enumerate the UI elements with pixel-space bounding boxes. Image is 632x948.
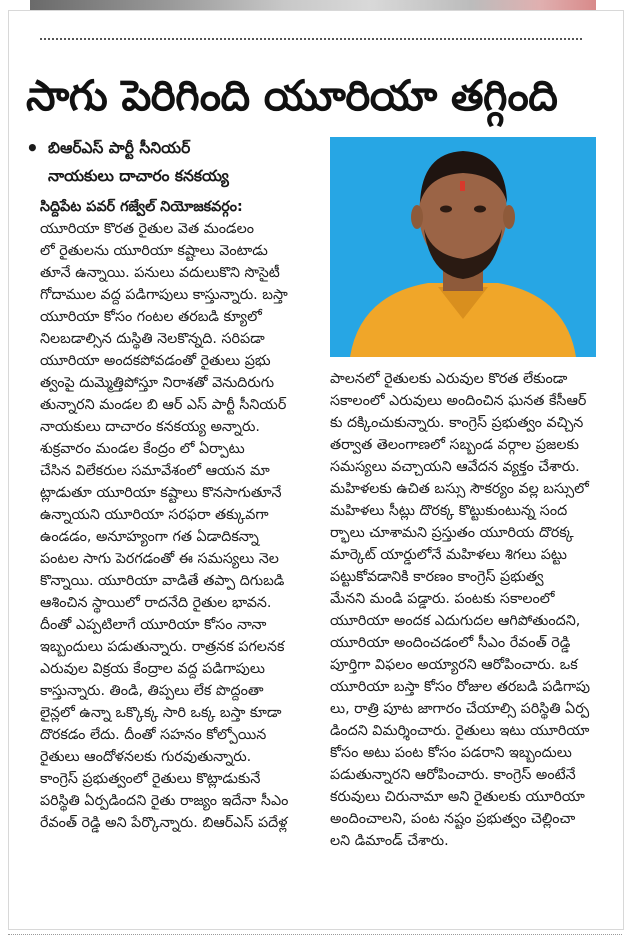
article-text-line: యూరియా కొరత రైతుల వెత మండలం bbox=[40, 221, 254, 237]
article-text-line: తున్నారని మండల బి ఆర్ ఎస్ పార్టీ సీనియర్ bbox=[40, 397, 287, 413]
article-text-line: చేసిన విలేకరుల సమావేశంలో ఆయన మా bbox=[40, 463, 270, 479]
article-text-line: ఇబ్బందులు పడుతున్నారు. రాత్రనక పగలనక bbox=[40, 639, 285, 655]
article-text-line: లని డిమాండ్ చేశారు. bbox=[330, 833, 449, 849]
highlight-line: నాయకులు దాచారం కనకయ్య bbox=[48, 167, 229, 185]
highlight-line: బిఆర్ఎస్ పార్టీ సీనియర్ bbox=[48, 139, 191, 157]
article-text-line: ఉన్నాయని యూరియా సరఫరా తక్కువగా bbox=[40, 507, 269, 523]
article-headline: సాగు పెరిగింది యూరియా తగ్గింది bbox=[26, 71, 558, 120]
article-text-line: కొన్నాయి. యూరియా వాడితే తప్పా దిగుబడి bbox=[40, 573, 285, 589]
article-text-line: మహిళలకు ఉచిత బస్సు సౌకర్యం వల్ల బస్సులో bbox=[330, 481, 589, 497]
article-text-line: డిందని విమర్శించారు. రైతులు ఇటు యూరియా bbox=[330, 723, 590, 739]
article-text-line: ఆశించిన స్థాయిలో రాదనేది రైతుల భావన. bbox=[40, 595, 272, 611]
article-text-line: లు, రాత్రి పూట జాగారం చేయాల్సి పరిస్థితి ఏర్ప bbox=[330, 701, 590, 717]
article-text-line: లైన్లలో ఉన్నా ఒక్కొక్క సారి ఒక్క బస్తా కూడా bbox=[40, 705, 282, 721]
page-frame bbox=[8, 10, 624, 930]
article-text-line: ర్భాలు చూశామని ప్రస్తుతం యూరియ దొరక్క bbox=[330, 525, 574, 541]
article-text-line: మేనని మండి పడ్డారు. పంటకు సకాలంలో bbox=[330, 591, 555, 607]
article-text-line: నిలబడాల్సిన దుస్థితి నెలకొన్నది. సరిపడా bbox=[40, 331, 265, 347]
article-text-line: కరువులు చిరునామా అని రైతులకు యూరియా bbox=[330, 789, 585, 805]
article-text-line: రేవంత్ రెడ్డి అని పేర్కొన్నారు. బిఆర్ఎస్ పదేళ్ల bbox=[40, 815, 288, 831]
article-text-line: మార్కెట్ యార్డులోనే మహిళలు శిగలు పట్టు bbox=[330, 547, 567, 563]
article-text-line: కు దక్కించుకున్నారు. కాంగ్రెస్ ప్రభుత్వం వచ్చిన bbox=[330, 415, 584, 431]
article-text-line: శుక్రవారం మండల కేంద్రం లో ఏర్పాటు bbox=[40, 441, 245, 457]
dateline: సిద్దిపేట పవర్ గజ్వేల్ నియోజకవర్గం: bbox=[40, 199, 243, 215]
article-text-line: పూర్తిగా విఫలం అయ్యారని ఆరోపించారు. ఒక bbox=[330, 657, 578, 673]
article-text-line: మహిళలు సీట్లు దొరక్క కొట్టుకుంటున్న సంద bbox=[330, 503, 568, 519]
article-text-line: పడుతున్నారని ఆరోపించారు. కాంగ్రెస్ అంటేనే bbox=[330, 767, 576, 783]
article-text-line: లో రైతులను యూరియా కష్టాలు వెంటాడు bbox=[40, 243, 268, 259]
bullet-icon: • bbox=[26, 136, 39, 160]
page-bottom-rule bbox=[8, 934, 622, 935]
previous-article-photo-strip bbox=[30, 0, 596, 10]
article-text-line: అందించాలని, పంట నష్టం ప్రభుత్వం చెల్లించా bbox=[330, 811, 576, 827]
article-text-line: ఎరువుల విక్రయ కేంద్రాల వద్ద పడిగాపులు bbox=[40, 661, 265, 677]
article-text-line: నాయకులు దాచారం కనకయ్య అన్నారు. bbox=[40, 419, 260, 435]
article-text-line: కోసం అటు పంట కోసం పడరాని ఇబ్బందులు bbox=[330, 745, 572, 761]
article-text-line: యూరియా అందించడంలో సీఎం రేవంత్ రెడ్డి bbox=[330, 635, 571, 651]
article-text-line: దొరకడం లేదు. దీంతో సహనం కోల్పోయిన bbox=[40, 727, 267, 743]
article-text-line: యూరియా అందక ఎదుగుదల ఆగిపోతుందని, bbox=[330, 613, 581, 629]
article-text-line: త్వంపై దుమ్మెత్తిపోస్తూ నిరాశతో వెనుదిరుగు bbox=[40, 375, 275, 391]
article-text-line: రైతులు ఆందోళనలకు గురవుతున్నారు. bbox=[40, 749, 252, 765]
article-text-line: సకాలంలో ఎరువులు అందించిన ఘనత కేసీఆర్ bbox=[330, 393, 587, 409]
article-text-line: ఉండడం, అనూహ్యంగా గత ఏడాదికన్నా bbox=[40, 529, 259, 545]
article-text-line: పాలనలో రైతులకు ఎరువుల కొరత లేకుండా bbox=[330, 371, 568, 387]
article-text-line: కాంగ్రెస్ ప్రభుత్వంలో రైతులు కొట్లాడుకునే bbox=[40, 771, 261, 787]
article-text-line: తర్వాత తెలంగాణలో సబ్బండ వర్గాల ప్రజలకు bbox=[330, 437, 579, 453]
article-text-line: దీంతో ఎప్పటిలాగే యూరియా కోసం నానా bbox=[40, 617, 267, 633]
article-text-line: పరిస్థితి ఏర్పడిందని రైతు రాజ్యం ఇదేనా సీఎం bbox=[40, 793, 289, 809]
article-text-line: కాస్తున్నారు. తిండి, తిప్పలు లేక పొద్దంతా bbox=[40, 683, 264, 699]
article-text-line: ట్లాడుతూ యూరియా కష్టాలు కొనసాగుతూనే bbox=[40, 485, 282, 501]
article-text-line: పట్టుకోవడానికి కారణం కాంగ్రెస్ ప్రభుత్వ bbox=[330, 569, 544, 585]
article-text-line: యూరియా అందకపోవడంతో రైతులు ప్రభు bbox=[40, 353, 271, 369]
article-text-line: యూరియా బస్తా కోసం రోజుల తరబడి పడిగాపు bbox=[330, 679, 590, 695]
article-text-line: సమస్యలు వచ్చాయని ఆవేదన వ్యక్తం చేశారు. bbox=[330, 459, 580, 475]
article-text-line: గోదాముల వద్ద పడిగాపులు కాస్తున్నారు. బస్తా bbox=[40, 287, 288, 303]
article-text-line: యూరియా కోసం గంటల తరబడి క్యూలో bbox=[40, 309, 262, 325]
article-text-line: తూనే ఉన్నాయి. పనులు వదులుకొని సొసైటీ bbox=[40, 265, 280, 281]
article-text-line: పంటల సాగు పెరగడంతో ఈ సమస్యలు నెల bbox=[40, 551, 279, 567]
